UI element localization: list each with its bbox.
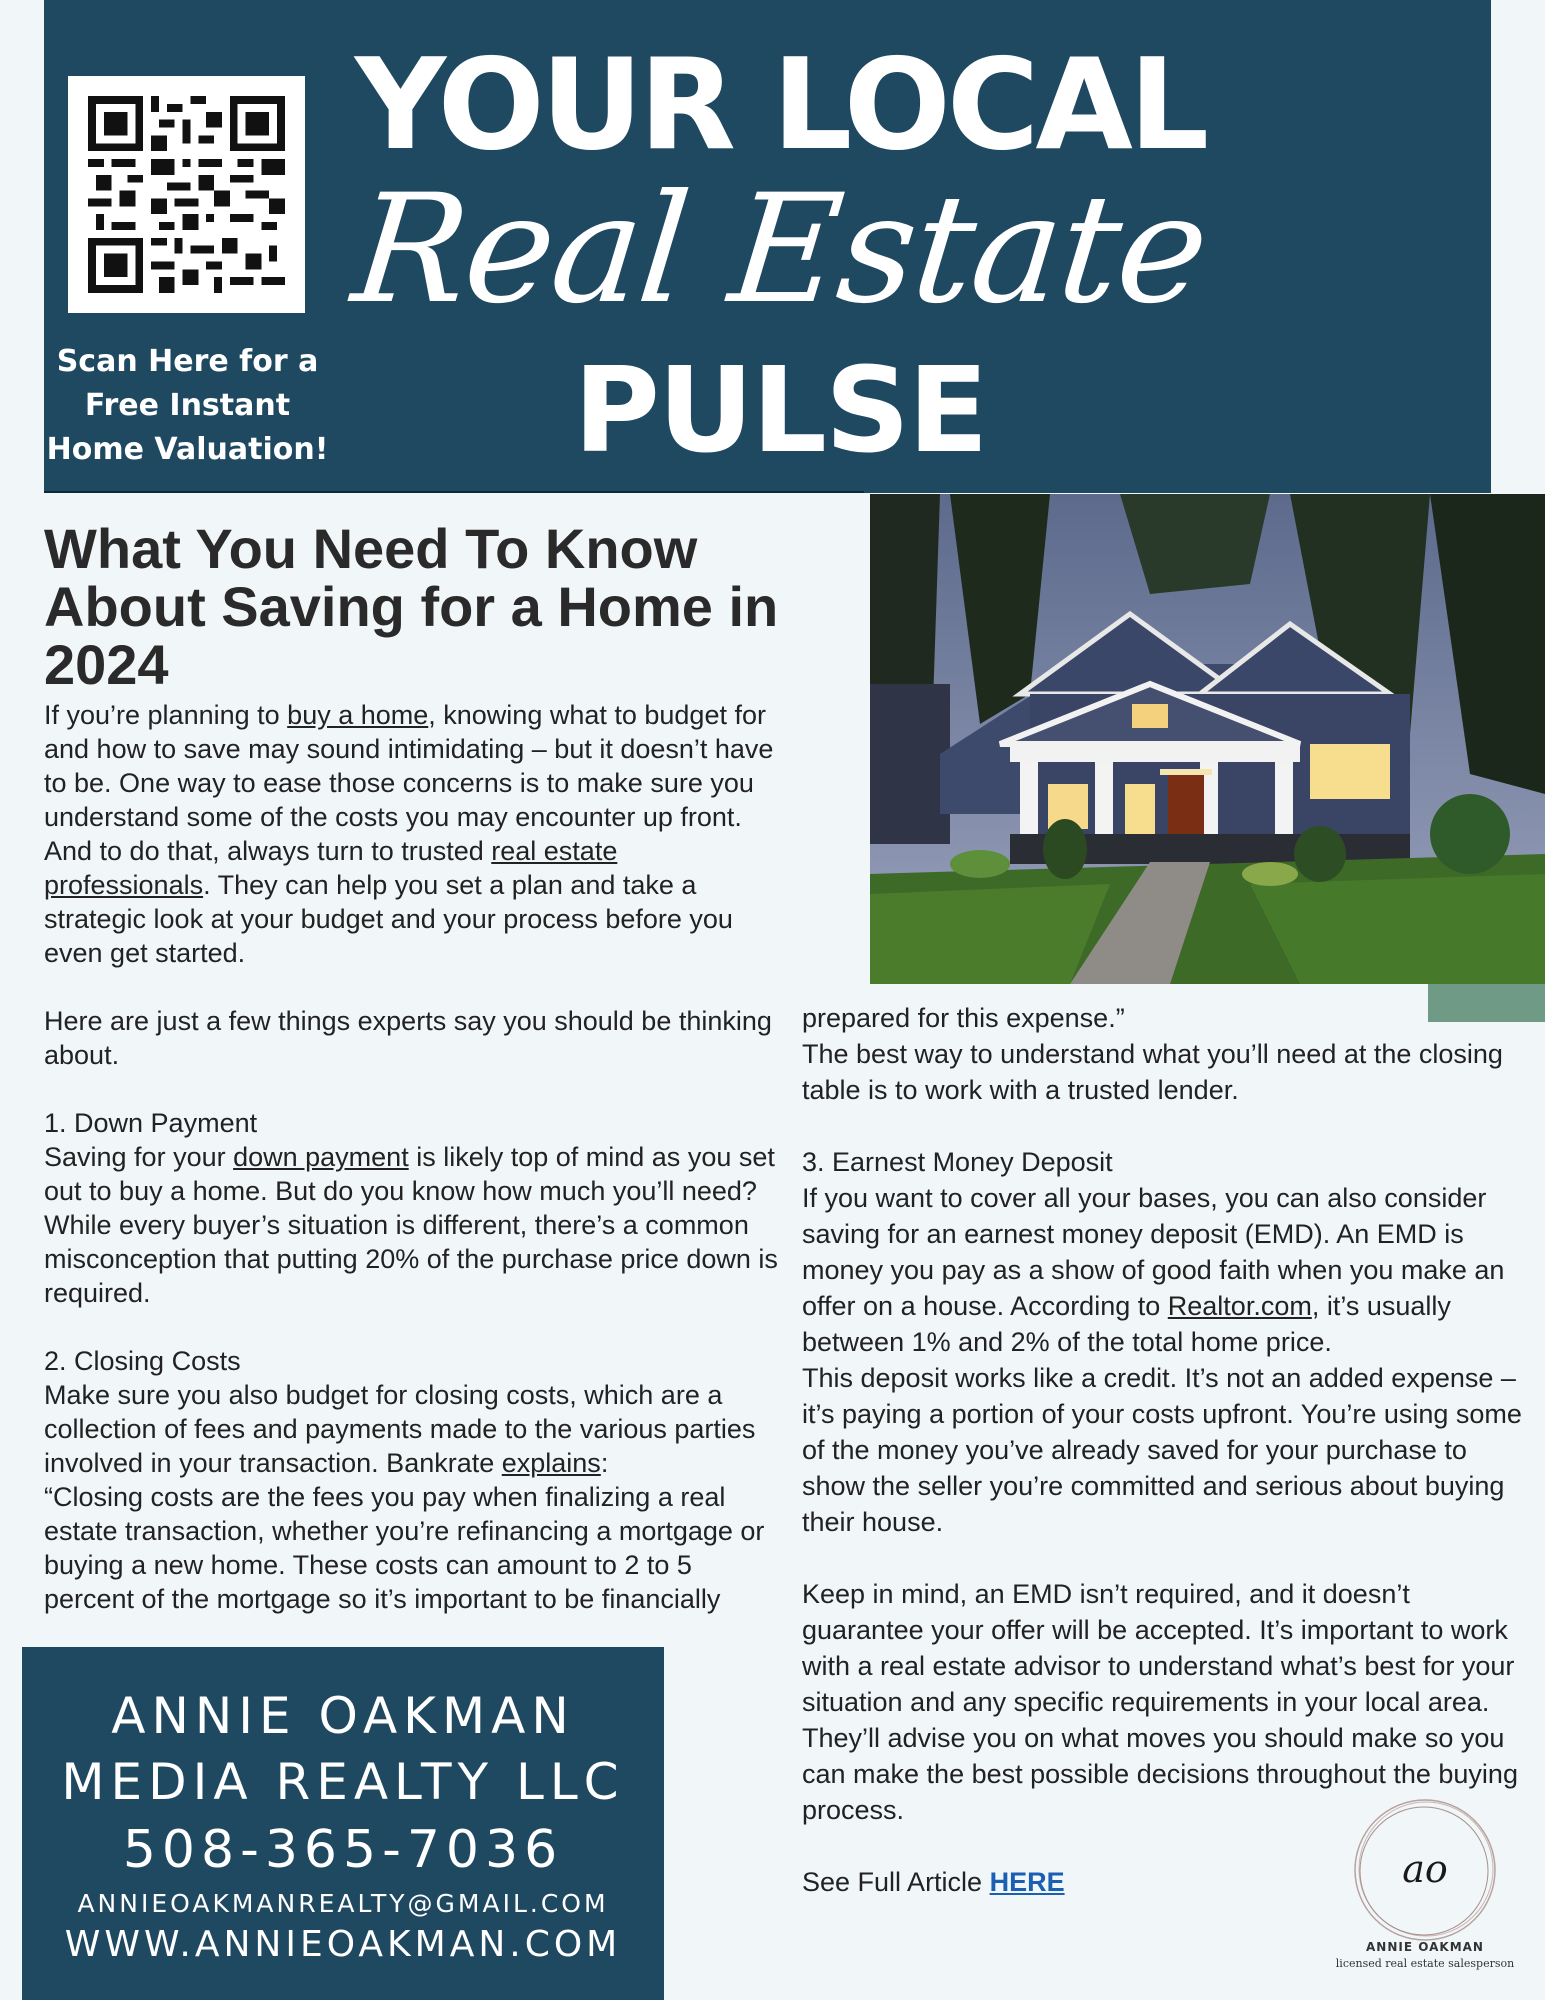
text-span: . They can help you set a plan and take a strategic look at your budget and your process before you even get started. — [44, 870, 733, 968]
email-address[interactable]: ANNIEOAKMANREALTY@GMAIL.COM — [77, 1889, 609, 1918]
lender-paragraph: The best way to understand what you’ll need at the closing table is to work with a trusted lender. — [802, 1039, 1503, 1105]
qr-code[interactable] — [68, 76, 305, 313]
phone-number[interactable]: 508-365-7036 — [122, 1820, 564, 1880]
text-span: , it’s usually between 1% and 2% of the total home price. — [802, 1291, 1451, 1357]
text-span: is likely top of mind as you set out to buy a home. But do you know how much you’ll need? While every buyer’s situation is different, there’s a common misconception that putting 20% of the purchase price down is required. — [44, 1142, 778, 1308]
bankrate-quote: “Closing costs are the fees you pay when finalizing a real estate transaction, whether you’re refinancing a mortgage or buying a new home. These costs can amount to 2 to 5 percent of the mortgage so it’s important to be financially — [44, 1482, 765, 1614]
intro-paragraph — [44, 698, 784, 970]
deposit-credit-paragraph: This deposit works like a credit. It’s not an added expense – it’s paying a portion of your costs upfront. You’re using some of the money you’ve already saved for your purchase to show the seller you’re committed and serious about buying their house. — [802, 1363, 1522, 1537]
real-estate-professionals-link[interactable]: real estate professionals — [44, 836, 618, 900]
qr-code-icon — [88, 96, 285, 293]
article-column-right — [802, 1000, 1532, 1900]
explains-link[interactable]: explains — [501, 1448, 601, 1478]
house-photo — [870, 494, 1545, 984]
logo-subtitle: licensed real estate salesperson — [1335, 1957, 1515, 1970]
monogram-logo-icon — [1350, 1795, 1500, 1945]
bankrate-quote-continued: prepared for this expense.” — [802, 1003, 1125, 1033]
masthead-title-script: Real Estate — [345, 163, 1215, 337]
agent-name: ANNIE OAKMAN — [111, 1687, 575, 1745]
article-title: What You Need To Know About Saving for a Home in 2024 — [44, 517, 779, 696]
lead-paragraph: Here are just a few things experts say you should be thinking about. — [44, 1006, 772, 1070]
header-divider — [44, 491, 864, 493]
text-span: If you want to cover all your bases, you can also consider saving for an earnest money deposit (EMD). An EMD is money you pay as a show of good faith when you make an offer on a house. According to — [802, 1183, 1505, 1321]
website-url[interactable]: WWW.ANNIEOAKMAN.COM — [64, 1924, 622, 1965]
section-heading-closing-costs: 2. Closing Costs — [44, 1346, 241, 1376]
down-payment-paragraph — [44, 1140, 784, 1310]
article-column-left — [44, 698, 784, 1616]
text-span: Make sure you also budget for closing costs, which are a collection of fees and payments made to the various parties involved in your transaction. Bankrate — [44, 1380, 756, 1478]
masthead-title-line1: YOUR LOCAL — [354, 31, 1206, 178]
realtor-com-link[interactable]: Realtor.com — [1167, 1291, 1312, 1321]
qr-caption — [40, 340, 335, 472]
full-article-label: See Full Article — [802, 1867, 990, 1897]
section-heading-down-payment: 1. Down Payment — [44, 1108, 258, 1138]
qr-caption-line: Free Instant — [84, 388, 291, 423]
section-heading-earnest-money: 3. Earnest Money Deposit — [802, 1147, 1113, 1177]
buy-a-home-link[interactable]: buy a home — [287, 700, 429, 730]
contact-box — [22, 1647, 664, 2000]
closing-costs-paragraph — [44, 1378, 784, 1480]
qr-caption-line: Scan Here for a — [56, 344, 319, 379]
qr-caption-line: Home Valuation! — [46, 432, 329, 467]
logo-name: ANNIE OAKMAN — [1366, 1940, 1484, 1954]
text-span: Saving for your — [44, 1142, 234, 1172]
down-payment-link[interactable]: down payment — [233, 1142, 409, 1172]
text-span: : — [600, 1448, 609, 1478]
company-name: MEDIA REALTY LLC — [61, 1753, 625, 1811]
text-span: If you’re planning to — [44, 700, 288, 730]
masthead-title-line3: PULSE — [573, 341, 987, 479]
earnest-money-paragraph — [802, 1180, 1532, 1360]
text-span: , knowing what to budget for and how to save may sound intimidating – but it doesn’t have to be. One way to ease those concerns is to make sure you understand some of the costs you may encounter up front. And to do that, always turn to trusted — [44, 700, 774, 866]
full-article-link[interactable]: HERE — [989, 1867, 1065, 1897]
closing-paragraph: Keep in mind, an EMD isn’t required, and it doesn’t guarantee your offer will be accepted. It’s important to work with a real estate advisor to understand what’s best for your situation and any specific requirements in your local area. They’ll advise you on what moves you should make so you can make the best possible decisions throughout the buying process. — [802, 1579, 1518, 1825]
monogram-text: ao — [1402, 1847, 1448, 1891]
